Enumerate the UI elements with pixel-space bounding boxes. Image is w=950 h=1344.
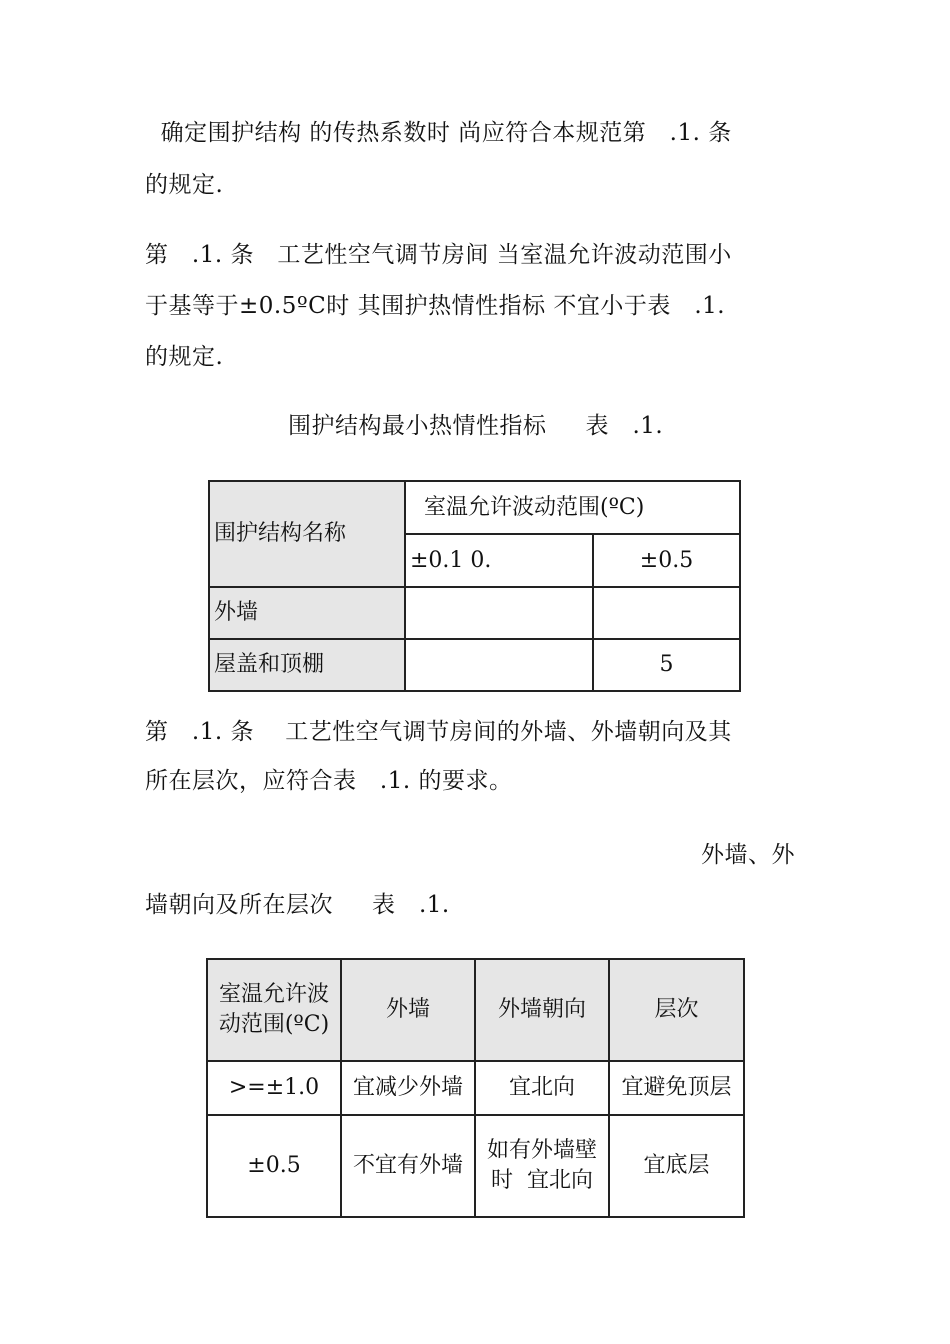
table-row [209, 587, 740, 639]
cell-floor: 宜避免顶层 [609, 1061, 744, 1115]
row-name: 外墙 [209, 587, 405, 639]
cell-wall: 宜减少外墙 [341, 1061, 475, 1115]
cell-orientation: 如有外墙壁 时 宜北向 [475, 1115, 609, 1217]
subheader-range-1: ±0.1 0. [405, 534, 593, 587]
paragraph-1-line-2: 的规定. [145, 172, 224, 198]
cell-range: >=±1.0 [207, 1061, 341, 1115]
header-range: 室温允许波 动范围(ºC) [207, 959, 341, 1061]
header-temperature-range: 室温允许波动范围(ºC) [405, 481, 740, 534]
paragraph-2-line-2: 于基等于±0.5ºC时 其围护热情性指标 不宜小于表 .1. [145, 293, 726, 319]
table-2-caption-line-1: 外墙、外 [701, 842, 795, 868]
paragraph-1-line-1: 确定围护结构 的传热系数时 尚应符合本规范第 .1. 条 [145, 120, 732, 146]
header-wall: 外墙 [341, 959, 475, 1061]
row-value [405, 639, 593, 691]
table-row [207, 1115, 744, 1217]
paragraph-2-line-3: 的规定. [145, 344, 224, 370]
table-row [207, 1061, 744, 1115]
paragraph-3-line-2: 所在层次，应符合表 .1. 的要求。 [145, 768, 513, 794]
row-value [405, 587, 593, 639]
paragraph-2-line-1: 第 .1. 条 工艺性空气调节房间 当室温允许波动范围小 [145, 242, 732, 268]
row-value: 5 [593, 639, 740, 691]
row-name: 屋盖和顶棚 [209, 639, 405, 691]
subheader-range-2: ±0.5 [593, 534, 740, 587]
paragraph-3-line-1: 第 .1. 条 工艺性空气调节房间的外墙、外墙朝向及其 [145, 719, 732, 745]
thermal-inertia-table [208, 480, 741, 692]
header-structure-name: 围护结构名称 [209, 481, 405, 587]
table-row [209, 639, 740, 691]
header-floor: 层次 [609, 959, 744, 1061]
cell-wall: 不宜有外墙 [341, 1115, 475, 1217]
cell-orientation: 宜北向 [475, 1061, 609, 1115]
table-2-caption-line-2: 墙朝向及所在层次 表 .1. [145, 892, 450, 918]
row-value [593, 587, 740, 639]
table-1-caption: 围护结构最小热情性指标 表 .1. [288, 413, 664, 439]
cell-floor: 宜底层 [609, 1115, 744, 1217]
cell-range: ±0.5 [207, 1115, 341, 1217]
header-orientation: 外墙朝向 [475, 959, 609, 1061]
wall-orientation-table [206, 958, 745, 1218]
